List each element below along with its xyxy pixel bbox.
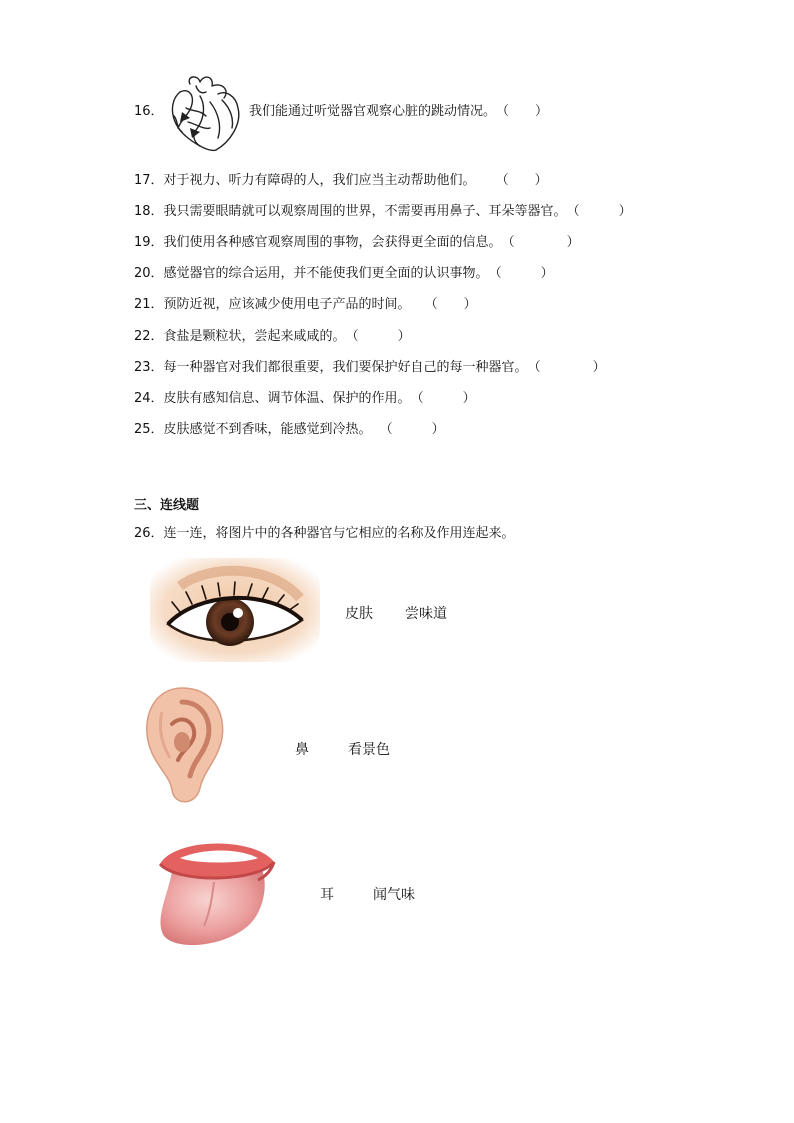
question-18 (134, 203, 632, 221)
question-17 (134, 172, 548, 190)
section-heading: 三、连线题 (134, 498, 200, 513)
question-number: 22． (134, 329, 164, 344)
question-text: 食盐是颗粒状，尝起来咸咸的。 (163, 329, 346, 344)
organ-function-label: 闻气味 (373, 887, 415, 903)
answer-blank[interactable]: （ ） (527, 360, 606, 375)
question-26 (134, 525, 515, 543)
organ-name-label: 鼻 (295, 742, 309, 758)
answer-blank[interactable]: （ ） (495, 173, 548, 188)
question-21 (134, 296, 477, 314)
question-22 (134, 328, 411, 346)
answer-blank[interactable]: （ ） (379, 422, 445, 437)
question-number: 21． (134, 297, 164, 312)
answer-blank[interactable]: （ ） (496, 104, 549, 119)
answer-blank[interactable]: （ ） (424, 297, 477, 312)
question-20 (134, 265, 554, 283)
question-text: 我只需要眼睛就可以观察周围的世界，不需要再用鼻子、耳朵等器官。 (163, 204, 567, 219)
question-24 (134, 390, 476, 408)
answer-blank[interactable]: （ ） (501, 235, 580, 250)
question-number: 25． (134, 422, 164, 437)
ear-image (138, 684, 230, 808)
question-number: 16． (134, 104, 164, 119)
question-text: 感觉器官的综合运用，并不能使我们更全面的认识事物。 (163, 266, 489, 281)
eye-image (150, 558, 320, 662)
question-text: 连一连，将图片中的各种器官与它相应的名称及作用连起来。 (163, 526, 515, 541)
question-number: 23． (134, 360, 164, 375)
question-number: 17． (134, 173, 164, 188)
organ-name-label: 耳 (320, 887, 334, 903)
mouth-tongue-image (154, 834, 280, 948)
question-number: 24． (134, 391, 164, 406)
answer-blank[interactable]: （ ） (566, 204, 632, 219)
answer-blank[interactable]: （ ） (488, 266, 554, 281)
question-23 (134, 359, 606, 377)
organ-function-label: 看景色 (348, 742, 390, 758)
question-text: 预防近视，应该减少使用电子产品的时间。 (163, 297, 411, 312)
question-text: 皮肤有感知信息、调节体温、保护的作用。 (163, 391, 411, 406)
answer-blank[interactable]: （ ） (345, 329, 411, 344)
heart-image (160, 72, 250, 156)
question-number: 18． (134, 204, 164, 219)
question-25 (134, 421, 445, 439)
question-text: 我们能通过听觉器官观察心脏的跳动情况。 (249, 104, 497, 119)
question-number: 20． (134, 266, 164, 281)
question-text: 皮肤感觉不到香味，能感觉到冷热。 (163, 422, 372, 437)
question-text: 每一种器官对我们都很重要，我们要保护好自己的每一种器官。 (163, 360, 528, 375)
question-number: 19． (134, 235, 164, 250)
answer-blank[interactable]: （ ） (410, 391, 476, 406)
question-16-text (249, 103, 548, 121)
question-19 (134, 234, 580, 252)
organ-name-label: 皮肤 (345, 606, 373, 622)
organ-function-label: 尝味道 (405, 606, 447, 622)
question-number: 26． (134, 526, 164, 541)
question-text: 对于视力、听力有障碍的人，我们应当主动帮助他们。 (163, 173, 476, 188)
question-text: 我们使用各种感官观察周围的事物，会获得更全面的信息。 (163, 235, 502, 250)
